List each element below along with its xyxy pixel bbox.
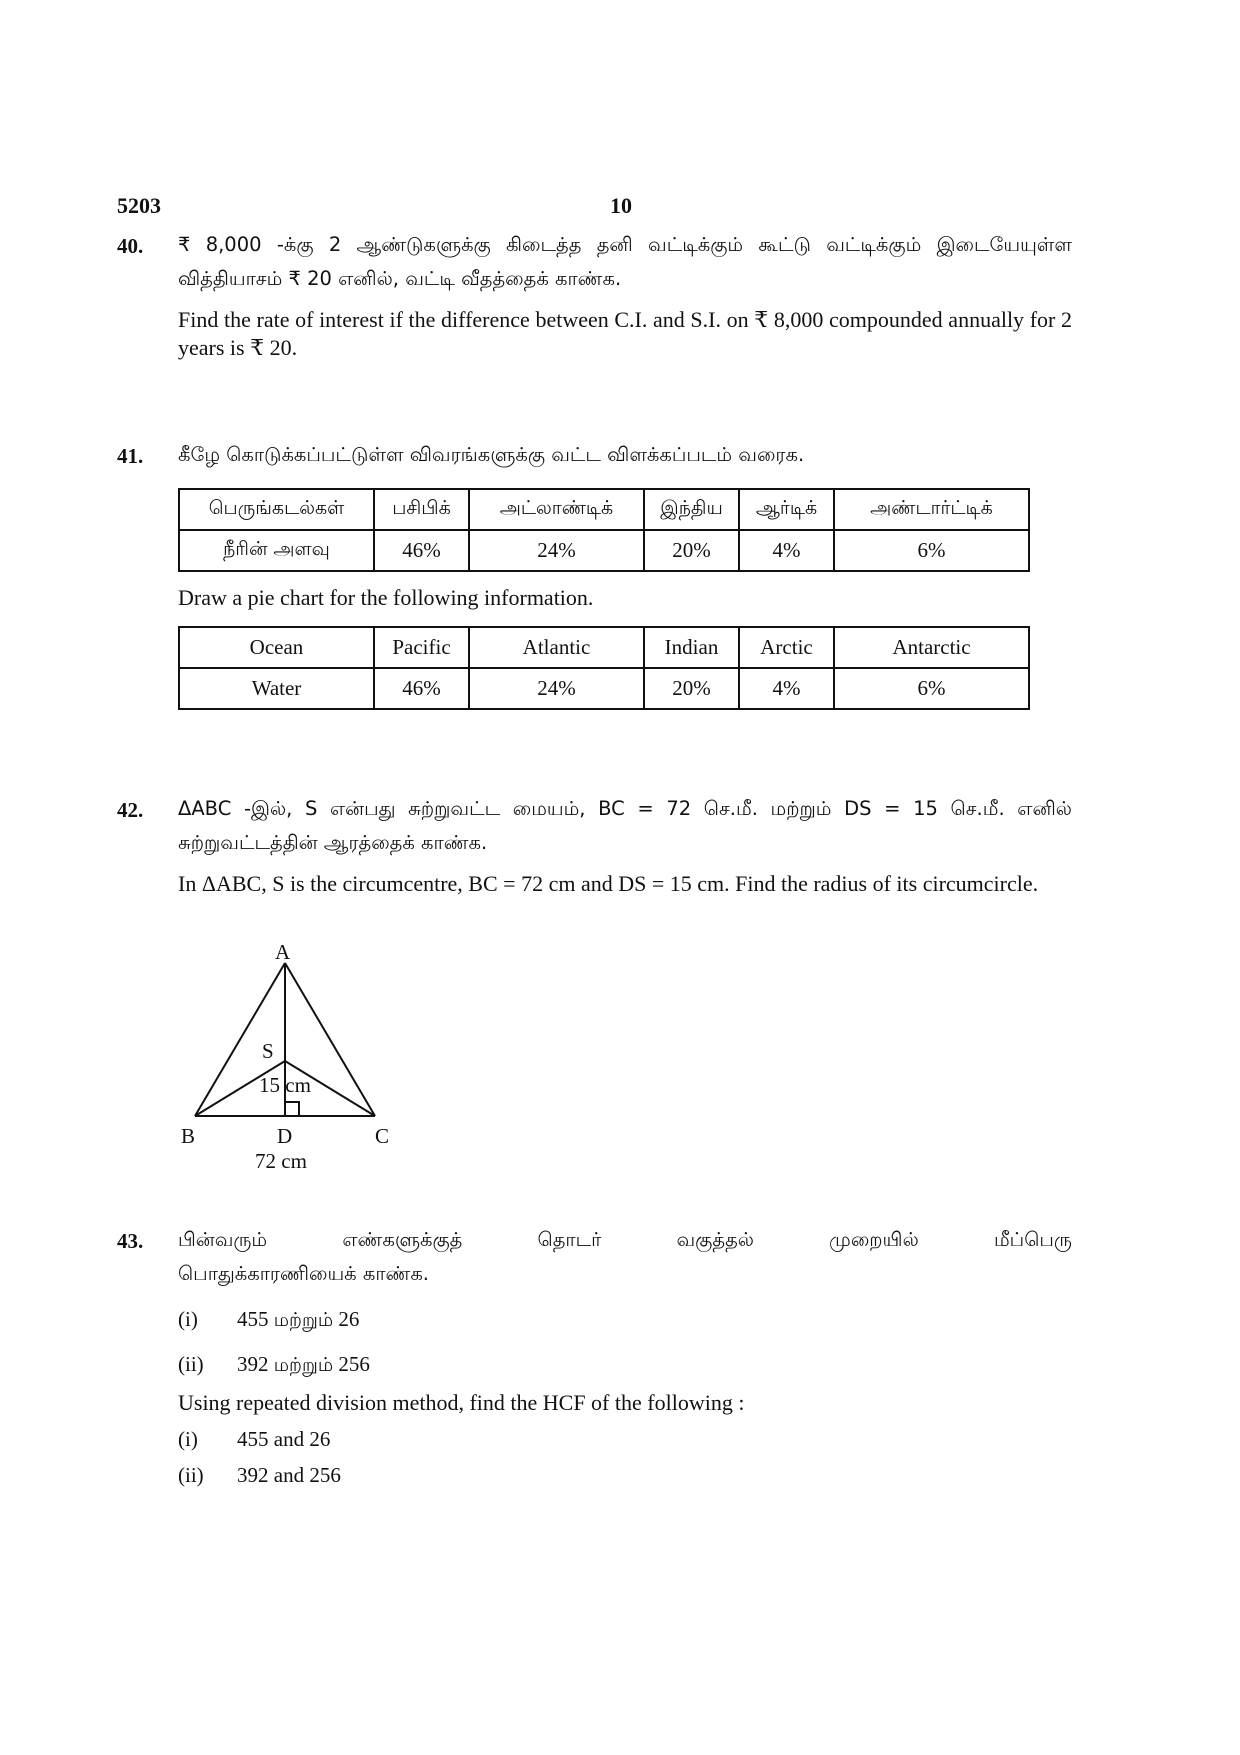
tamil-word: தொடர் xyxy=(537,1228,602,1251)
question-text-tamil-line1 xyxy=(178,1223,1072,1257)
sub-question-text: 392 and 256 xyxy=(237,1463,341,1487)
sub-question xyxy=(178,1350,1072,1379)
question-text-english: In ΔABC, S is the circumcentre, BC = 72 cm and DS = 15 cm. Find the radius of its circumcircle. xyxy=(178,871,1039,896)
vertex-label-c: C xyxy=(375,1124,390,1148)
sub-question-number: (ii) xyxy=(178,1352,204,1376)
right-angle-mark xyxy=(285,1102,299,1116)
question-41 xyxy=(117,438,1072,710)
table-cell: Water xyxy=(179,668,374,709)
sub-question xyxy=(178,1425,1072,1453)
tamil-word: மீப்பெரு xyxy=(993,1228,1072,1251)
sub-question xyxy=(178,1305,1072,1334)
table-cell: 24% xyxy=(469,668,644,709)
question-42 xyxy=(117,792,1072,898)
table-cell: பெருங்கடல்கள் xyxy=(179,489,374,530)
table-cell: அட்லாண்டிக் xyxy=(469,489,644,530)
question-number: 40. xyxy=(117,234,144,258)
table-cell: 6% xyxy=(834,668,1029,709)
table-header-row xyxy=(179,489,1029,530)
number-value: 26 xyxy=(338,1307,360,1331)
number-value: 392 xyxy=(237,1352,269,1376)
number-value: 455 xyxy=(237,1307,269,1331)
table-cell: இந்திய xyxy=(644,489,739,530)
question-text-english: Draw a pie chart for the following information. xyxy=(178,585,594,610)
table-cell: 20% xyxy=(644,530,739,571)
table-cell: Pacific xyxy=(374,627,469,668)
table-cell: Antarctic xyxy=(834,627,1029,668)
table-cell: நீரின் அளவு xyxy=(179,530,374,571)
table-row xyxy=(179,668,1029,709)
point-label-s: S xyxy=(262,1039,274,1063)
tamil-word: முறையில் xyxy=(829,1228,919,1251)
page-number: 10 xyxy=(610,193,632,218)
question-text-english: Find the rate of interest if the difference between C.I. and S.I. on ₹ 8,000 compounded annually for 2 years is ₹ 20. xyxy=(178,307,1072,360)
sub-question-text: 455 and 26 xyxy=(237,1427,331,1451)
point-label-d: D xyxy=(277,1124,293,1148)
sub-question-number: (i) xyxy=(178,1307,198,1331)
question-number: 43. xyxy=(117,1229,144,1253)
question-40 xyxy=(117,228,1072,362)
table-row xyxy=(179,530,1029,571)
tamil-word: வகுத்தல் xyxy=(676,1228,754,1251)
question-text-tamil: ₹ 8,000 -க்கு 2 ஆண்டுகளுக்கு கிடைத்த தனி வட்டிக்கும் கூட்டு வட்டிக்கும் இடையேயுள்ள வித்தியாசம் ₹ 20 எனில், வட்டி வீதத்தைக் காண்க. xyxy=(178,233,1072,290)
table-cell: 46% xyxy=(374,668,469,709)
table-cell: 20% xyxy=(644,668,739,709)
tamil-word: எண்களுக்குத் xyxy=(342,1228,463,1251)
tamil-word: பின்வரும் xyxy=(178,1228,268,1251)
question-text-english: Using repeated division method, find the HCF of the following : xyxy=(178,1390,745,1415)
table-header-row xyxy=(179,627,1029,668)
question-text-tamil: கீழே கொடுக்கப்பட்டுள்ள விவரங்களுக்கு வட்ட விளக்கப்படம் வரைக. xyxy=(178,443,805,466)
question-number: 41. xyxy=(117,444,144,468)
table-cell: Ocean xyxy=(179,627,374,668)
sub-question xyxy=(178,1461,1072,1489)
table-cell: ஆர்டிக் xyxy=(739,489,834,530)
tamil-data-table xyxy=(178,488,1030,572)
question-43 xyxy=(117,1223,1072,1489)
table-cell: Atlantic xyxy=(469,627,644,668)
table-cell: 4% xyxy=(739,668,834,709)
english-data-table xyxy=(178,626,1030,710)
question-text-tamil-line2: பொதுக்காரணியைக் காண்க. xyxy=(178,1262,429,1285)
vertex-label-b: B xyxy=(181,1124,196,1148)
table-cell: 6% xyxy=(834,530,1029,571)
triangle-figure xyxy=(177,943,407,1173)
table-cell: 4% xyxy=(739,530,834,571)
sub-question-number: (ii) xyxy=(178,1463,204,1487)
table-cell: Arctic xyxy=(739,627,834,668)
vertex-label-a: A xyxy=(275,943,291,964)
ds-length-label: 15 cm xyxy=(259,1073,311,1097)
question-number: 42. xyxy=(117,798,144,822)
sub-question-number: (i) xyxy=(178,1427,198,1451)
number-value: 256 xyxy=(338,1352,370,1376)
table-cell: 46% xyxy=(374,530,469,571)
table-cell: அண்டார்ட்டிக் xyxy=(834,489,1029,530)
paper-code: 5203 xyxy=(117,193,161,218)
question-text-tamil: ΔABC -இல், S என்பது சுற்றுவட்ட மையம், BC = 72 செ.மீ. மற்றும் DS = 15 செ.மீ. எனில் சுற்றுவட்டத்தின் ஆரத்தைக் காண்க. xyxy=(178,797,1072,854)
table-cell: 24% xyxy=(469,530,644,571)
table-cell: Indian xyxy=(644,627,739,668)
conjunction: மற்றும் xyxy=(273,1309,334,1331)
bc-length-label: 72 cm xyxy=(255,1149,307,1173)
conjunction: மற்றும் xyxy=(273,1354,334,1376)
table-cell: பசிபிக் xyxy=(374,489,469,530)
